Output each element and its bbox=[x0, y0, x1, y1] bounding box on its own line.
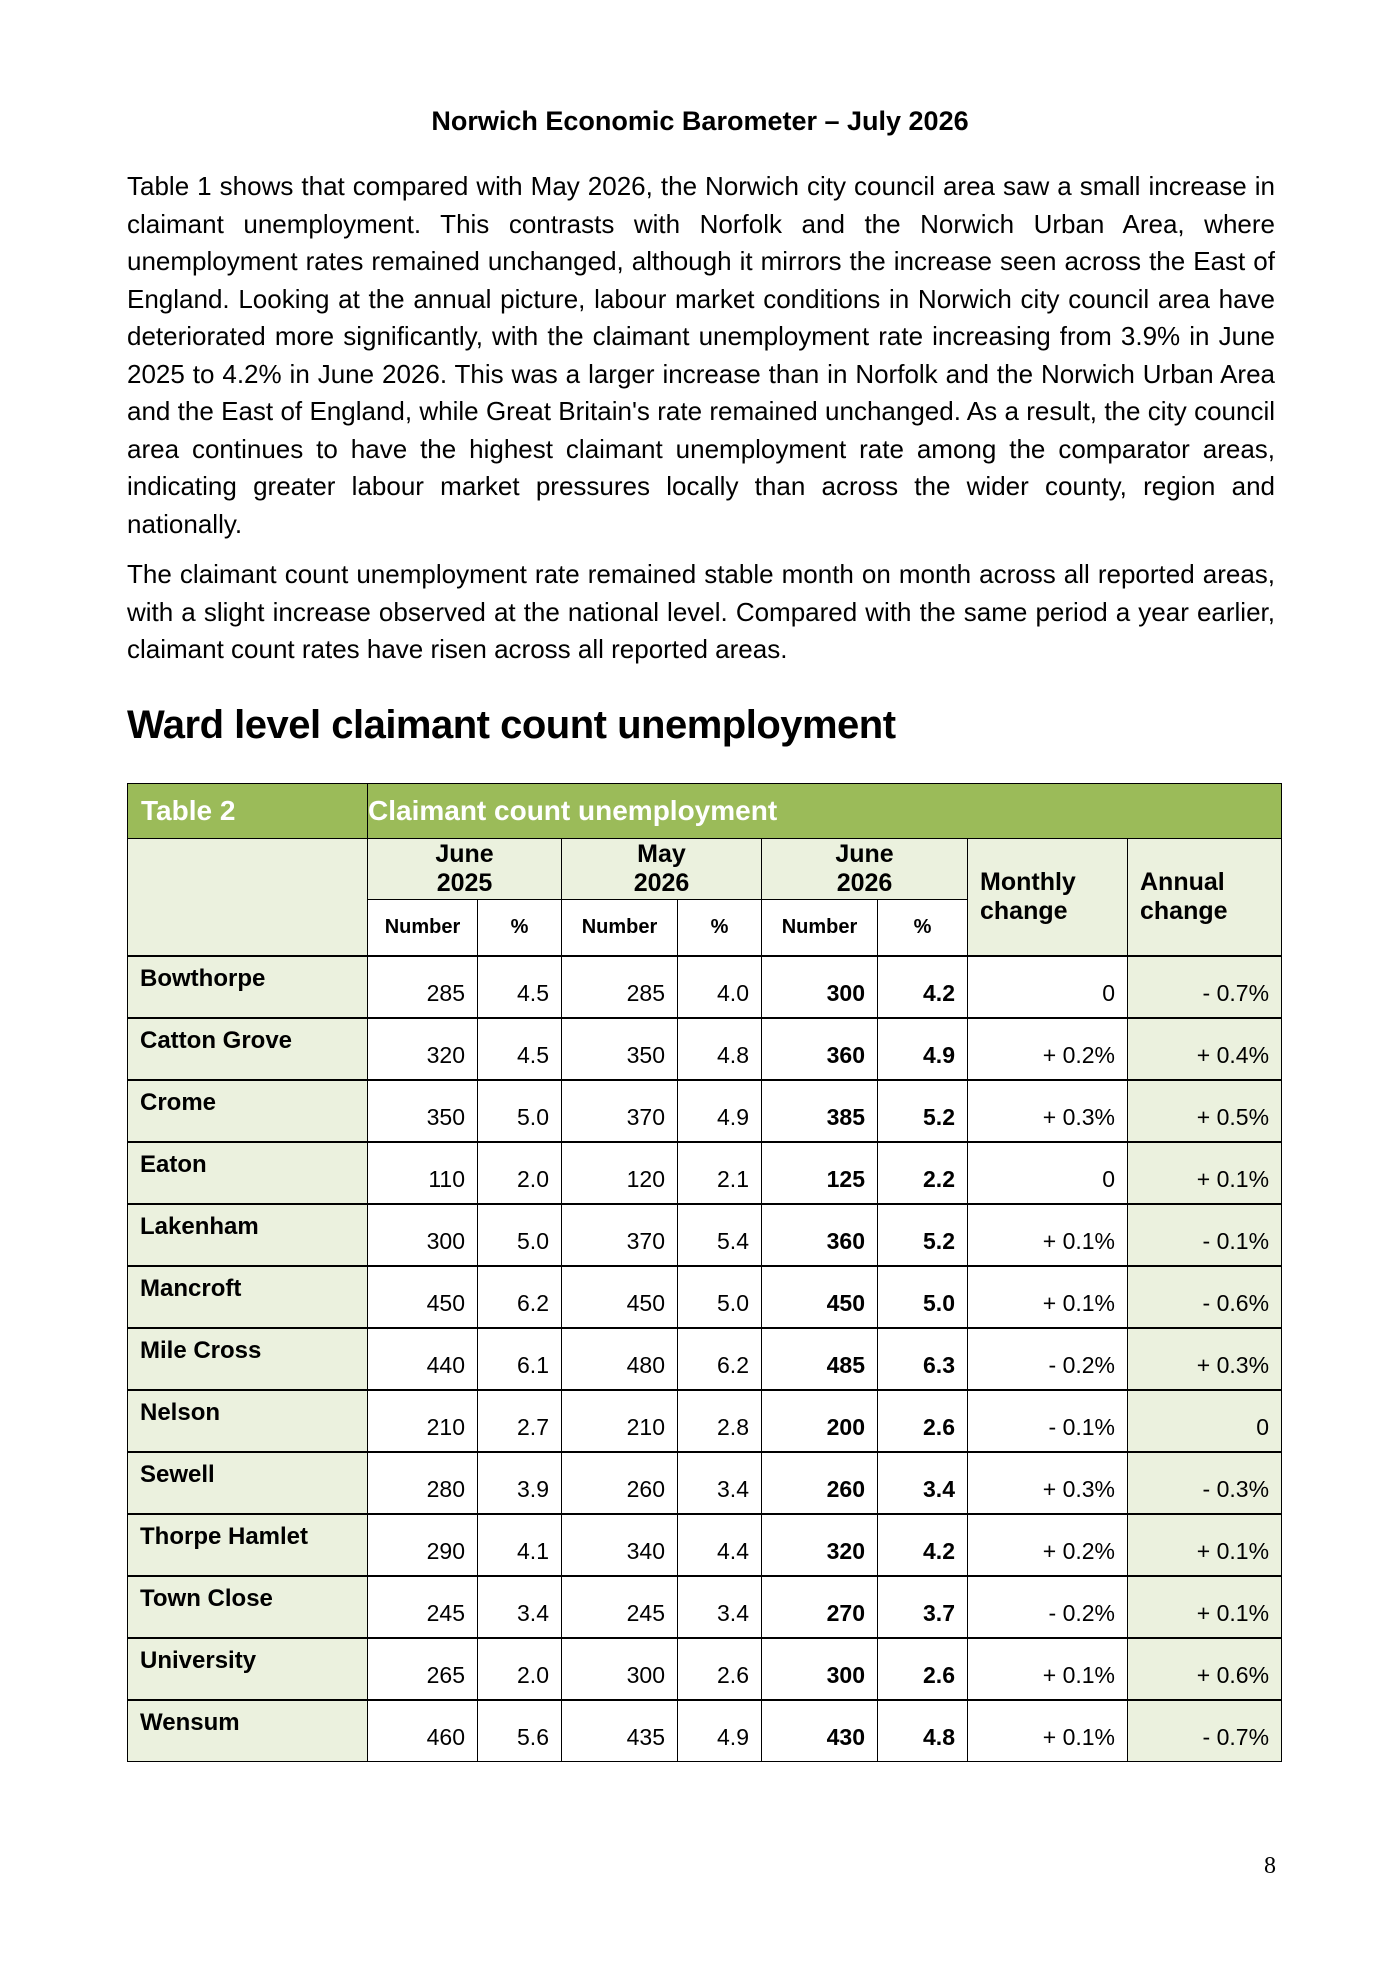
cell-jun25-percent: 3.9 bbox=[478, 1452, 562, 1514]
cell-jun25-percent: 4.1 bbox=[478, 1514, 562, 1576]
cell-jun25-number: 285 bbox=[368, 956, 478, 1018]
cell-annual-change: - 0.7% bbox=[1128, 956, 1282, 1018]
cell-annual-change: 0 bbox=[1128, 1390, 1282, 1452]
cell-jun25-number: 300 bbox=[368, 1204, 478, 1266]
cell-jun26-percent: 4.9 bbox=[878, 1018, 968, 1080]
cell-may26-number: 285 bbox=[562, 956, 678, 1018]
table-row bbox=[128, 1142, 1282, 1204]
cell-jun26-percent: 5.0 bbox=[878, 1266, 968, 1328]
table-row bbox=[128, 1390, 1282, 1452]
period-label: May 2026 bbox=[633, 840, 690, 897]
cell-may26-number: 370 bbox=[562, 1080, 678, 1142]
cell-jun25-percent: 5.6 bbox=[478, 1700, 562, 1762]
cell-jun26-number: 200 bbox=[762, 1390, 878, 1452]
cell-may26-number: 120 bbox=[562, 1142, 678, 1204]
cell-jun25-number: 210 bbox=[368, 1390, 478, 1452]
cell-jun26-number: 300 bbox=[762, 956, 878, 1018]
ward-name: Lakenham bbox=[128, 1204, 368, 1266]
cell-annual-change: + 0.3% bbox=[1128, 1328, 1282, 1390]
cell-jun25-number: 290 bbox=[368, 1514, 478, 1576]
ward-name: Bowthorpe bbox=[128, 956, 368, 1018]
cell-jun26-number: 300 bbox=[762, 1638, 878, 1700]
period-label: June 2025 bbox=[435, 840, 494, 897]
cell-jun25-percent: 6.1 bbox=[478, 1328, 562, 1390]
cell-jun25-number: 265 bbox=[368, 1638, 478, 1700]
cell-jun26-number: 430 bbox=[762, 1700, 878, 1762]
cell-monthly-change: + 0.2% bbox=[968, 1514, 1128, 1576]
cell-jun25-percent: 3.4 bbox=[478, 1576, 562, 1638]
cell-annual-change: - 0.7% bbox=[1128, 1700, 1282, 1762]
cell-jun26-percent: 4.2 bbox=[878, 956, 968, 1018]
cell-jun25-number: 440 bbox=[368, 1328, 478, 1390]
cell-jun26-percent: 3.7 bbox=[878, 1576, 968, 1638]
cell-may26-number: 340 bbox=[562, 1514, 678, 1576]
cell-jun25-number: 280 bbox=[368, 1452, 478, 1514]
sub-header-number: Number bbox=[762, 900, 878, 957]
annual-change-header bbox=[1128, 839, 1282, 957]
cell-annual-change: + 0.6% bbox=[1128, 1638, 1282, 1700]
cell-may26-number: 480 bbox=[562, 1328, 678, 1390]
cell-jun25-percent: 5.0 bbox=[478, 1080, 562, 1142]
cell-monthly-change: - 0.2% bbox=[968, 1576, 1128, 1638]
cell-annual-change: - 0.6% bbox=[1128, 1266, 1282, 1328]
cell-monthly-change: + 0.3% bbox=[968, 1080, 1128, 1142]
cell-may26-percent: 3.4 bbox=[678, 1452, 762, 1514]
ward-name: Catton Grove bbox=[128, 1018, 368, 1080]
cell-monthly-change: + 0.1% bbox=[968, 1266, 1128, 1328]
table-row bbox=[128, 1576, 1282, 1638]
table-row bbox=[128, 1018, 1282, 1080]
table-row bbox=[128, 1700, 1282, 1762]
cell-annual-change: - 0.3% bbox=[1128, 1452, 1282, 1514]
cell-may26-percent: 2.8 bbox=[678, 1390, 762, 1452]
ward-name: Wensum bbox=[128, 1700, 368, 1762]
cell-annual-change: - 0.1% bbox=[1128, 1204, 1282, 1266]
cell-annual-change: + 0.1% bbox=[1128, 1576, 1282, 1638]
cell-may26-number: 210 bbox=[562, 1390, 678, 1452]
monthly-change-header bbox=[968, 839, 1128, 957]
cell-may26-percent: 6.2 bbox=[678, 1328, 762, 1390]
sub-header-number: Number bbox=[368, 900, 478, 957]
ward-rows bbox=[128, 956, 1282, 1762]
ward-name: Town Close bbox=[128, 1576, 368, 1638]
cell-jun25-percent: 4.5 bbox=[478, 956, 562, 1018]
cell-jun26-percent: 3.4 bbox=[878, 1452, 968, 1514]
table-row bbox=[128, 1080, 1282, 1142]
table-row bbox=[128, 1266, 1282, 1328]
period-header-jun26 bbox=[762, 839, 968, 900]
ward-name: Crome bbox=[128, 1080, 368, 1142]
cell-jun26-number: 125 bbox=[762, 1142, 878, 1204]
cell-may26-percent: 2.1 bbox=[678, 1142, 762, 1204]
section-heading: Ward level claimant count unemployment bbox=[127, 703, 896, 747]
table-row bbox=[128, 1514, 1282, 1576]
cell-jun25-number: 110 bbox=[368, 1142, 478, 1204]
cell-monthly-change: + 0.1% bbox=[968, 1638, 1128, 1700]
cell-may26-number: 370 bbox=[562, 1204, 678, 1266]
sub-header-number: Number bbox=[562, 900, 678, 957]
claimant-table bbox=[127, 783, 1282, 1762]
cell-jun26-number: 360 bbox=[762, 1204, 878, 1266]
cell-jun26-number: 485 bbox=[762, 1328, 878, 1390]
cell-may26-number: 435 bbox=[562, 1700, 678, 1762]
table-row bbox=[128, 1452, 1282, 1514]
cell-jun26-number: 260 bbox=[762, 1452, 878, 1514]
cell-annual-change: + 0.4% bbox=[1128, 1018, 1282, 1080]
cell-jun25-percent: 6.2 bbox=[478, 1266, 562, 1328]
page-title: Norwich Economic Barometer – July 2026 bbox=[431, 106, 969, 136]
cell-monthly-change: + 0.1% bbox=[968, 1700, 1128, 1762]
table-title-row bbox=[128, 784, 1282, 839]
cell-jun26-number: 270 bbox=[762, 1576, 878, 1638]
cell-may26-percent: 5.0 bbox=[678, 1266, 762, 1328]
cell-jun25-number: 460 bbox=[368, 1700, 478, 1762]
period-header-jun25 bbox=[368, 839, 562, 900]
cell-may26-percent: 4.9 bbox=[678, 1080, 762, 1142]
ward-header-blank bbox=[128, 839, 368, 957]
sub-header-percent: % bbox=[878, 900, 968, 957]
cell-may26-percent: 2.6 bbox=[678, 1638, 762, 1700]
ward-name: Nelson bbox=[128, 1390, 368, 1452]
cell-may26-percent: 5.4 bbox=[678, 1204, 762, 1266]
cell-jun26-percent: 2.6 bbox=[878, 1390, 968, 1452]
ward-name: Mile Cross bbox=[128, 1328, 368, 1390]
table-row bbox=[128, 1638, 1282, 1700]
cell-monthly-change: 0 bbox=[968, 956, 1128, 1018]
table-label: Table 2 bbox=[128, 784, 368, 839]
table-row bbox=[128, 956, 1282, 1018]
cell-monthly-change: - 0.2% bbox=[968, 1328, 1128, 1390]
cell-jun26-percent: 5.2 bbox=[878, 1080, 968, 1142]
sub-header-percent: % bbox=[478, 900, 562, 957]
cell-may26-percent: 4.0 bbox=[678, 956, 762, 1018]
cell-jun26-percent: 6.3 bbox=[878, 1328, 968, 1390]
cell-may26-number: 245 bbox=[562, 1576, 678, 1638]
cell-annual-change: + 0.1% bbox=[1128, 1514, 1282, 1576]
period-label: June 2026 bbox=[835, 840, 894, 897]
cell-jun25-percent: 2.0 bbox=[478, 1142, 562, 1204]
cell-jun26-number: 385 bbox=[762, 1080, 878, 1142]
cell-monthly-change: 0 bbox=[968, 1142, 1128, 1204]
ward-name: University bbox=[128, 1638, 368, 1700]
cell-monthly-change: + 0.1% bbox=[968, 1204, 1128, 1266]
cell-jun26-number: 320 bbox=[762, 1514, 878, 1576]
period-header-may26 bbox=[562, 839, 762, 900]
cell-jun25-percent: 4.5 bbox=[478, 1018, 562, 1080]
table-row bbox=[128, 1328, 1282, 1390]
cell-jun26-percent: 4.2 bbox=[878, 1514, 968, 1576]
ward-name: Mancroft bbox=[128, 1266, 368, 1328]
cell-may26-percent: 4.8 bbox=[678, 1018, 762, 1080]
cell-monthly-change: + 0.2% bbox=[968, 1018, 1128, 1080]
sub-header-percent: % bbox=[678, 900, 762, 957]
cell-jun26-percent: 2.2 bbox=[878, 1142, 968, 1204]
cell-may26-number: 350 bbox=[562, 1018, 678, 1080]
cell-jun26-percent: 4.8 bbox=[878, 1700, 968, 1762]
summary-paragraph: The claimant count unemployment rate remained stable month on month across all reported areas, with a slight increase observed at the national level. Compared with the same period a year earlier, claimant count rates have risen across all reported areas. bbox=[127, 559, 1275, 664]
cell-jun25-number: 350 bbox=[368, 1080, 478, 1142]
ward-name: Sewell bbox=[128, 1452, 368, 1514]
cell-may26-percent: 4.4 bbox=[678, 1514, 762, 1576]
cell-may26-percent: 4.9 bbox=[678, 1700, 762, 1762]
cell-jun26-number: 360 bbox=[762, 1018, 878, 1080]
cell-jun25-number: 245 bbox=[368, 1576, 478, 1638]
intro-paragraph: Table 1 shows that compared with May 2026, the Norwich city council area saw a small increase in claimant unemployment. This contrasts with Norfolk and the Norwich Urban Area, where unemployment rates remained unchanged, although it mirrors the increase seen across the East of England. Looking at the annual picture, labour market conditions in Norwich city council area have deteriorated more significantly, with the claimant unemployment rate increasing from 3.9% in June 2025 to 4.2% in June 2026. This was a larger increase than in Norfolk and the Norwich Urban Area and the East of England, while Great Britain's rate remained unchanged. As a result, the city council area continues to have the highest claimant unemployment rate among the comparator areas, indicating greater labour market pressures locally than across the wider county, region and nationally. bbox=[127, 171, 1275, 539]
cell-jun25-percent: 2.7 bbox=[478, 1390, 562, 1452]
period-header-row bbox=[128, 839, 1282, 900]
cell-jun25-number: 320 bbox=[368, 1018, 478, 1080]
cell-may26-number: 260 bbox=[562, 1452, 678, 1514]
cell-jun25-number: 450 bbox=[368, 1266, 478, 1328]
claimant-table-container bbox=[127, 783, 1281, 1762]
page-number: 8 bbox=[1264, 1853, 1276, 1879]
cell-jun26-number: 450 bbox=[762, 1266, 878, 1328]
cell-annual-change: + 0.5% bbox=[1128, 1080, 1282, 1142]
cell-jun26-percent: 5.2 bbox=[878, 1204, 968, 1266]
monthly-change-label: Monthly change bbox=[980, 868, 1076, 925]
cell-may26-number: 450 bbox=[562, 1266, 678, 1328]
cell-monthly-change: + 0.3% bbox=[968, 1452, 1128, 1514]
cell-may26-number: 300 bbox=[562, 1638, 678, 1700]
cell-may26-percent: 3.4 bbox=[678, 1576, 762, 1638]
ward-name: Eaton bbox=[128, 1142, 368, 1204]
ward-name: Thorpe Hamlet bbox=[128, 1514, 368, 1576]
annual-change-label: Annual change bbox=[1140, 868, 1228, 925]
cell-jun26-percent: 2.6 bbox=[878, 1638, 968, 1700]
cell-monthly-change: - 0.1% bbox=[968, 1390, 1128, 1452]
table-title: Claimant count unemployment bbox=[368, 784, 1282, 839]
cell-jun25-percent: 5.0 bbox=[478, 1204, 562, 1266]
table-row bbox=[128, 1204, 1282, 1266]
cell-annual-change: + 0.1% bbox=[1128, 1142, 1282, 1204]
cell-jun25-percent: 2.0 bbox=[478, 1638, 562, 1700]
